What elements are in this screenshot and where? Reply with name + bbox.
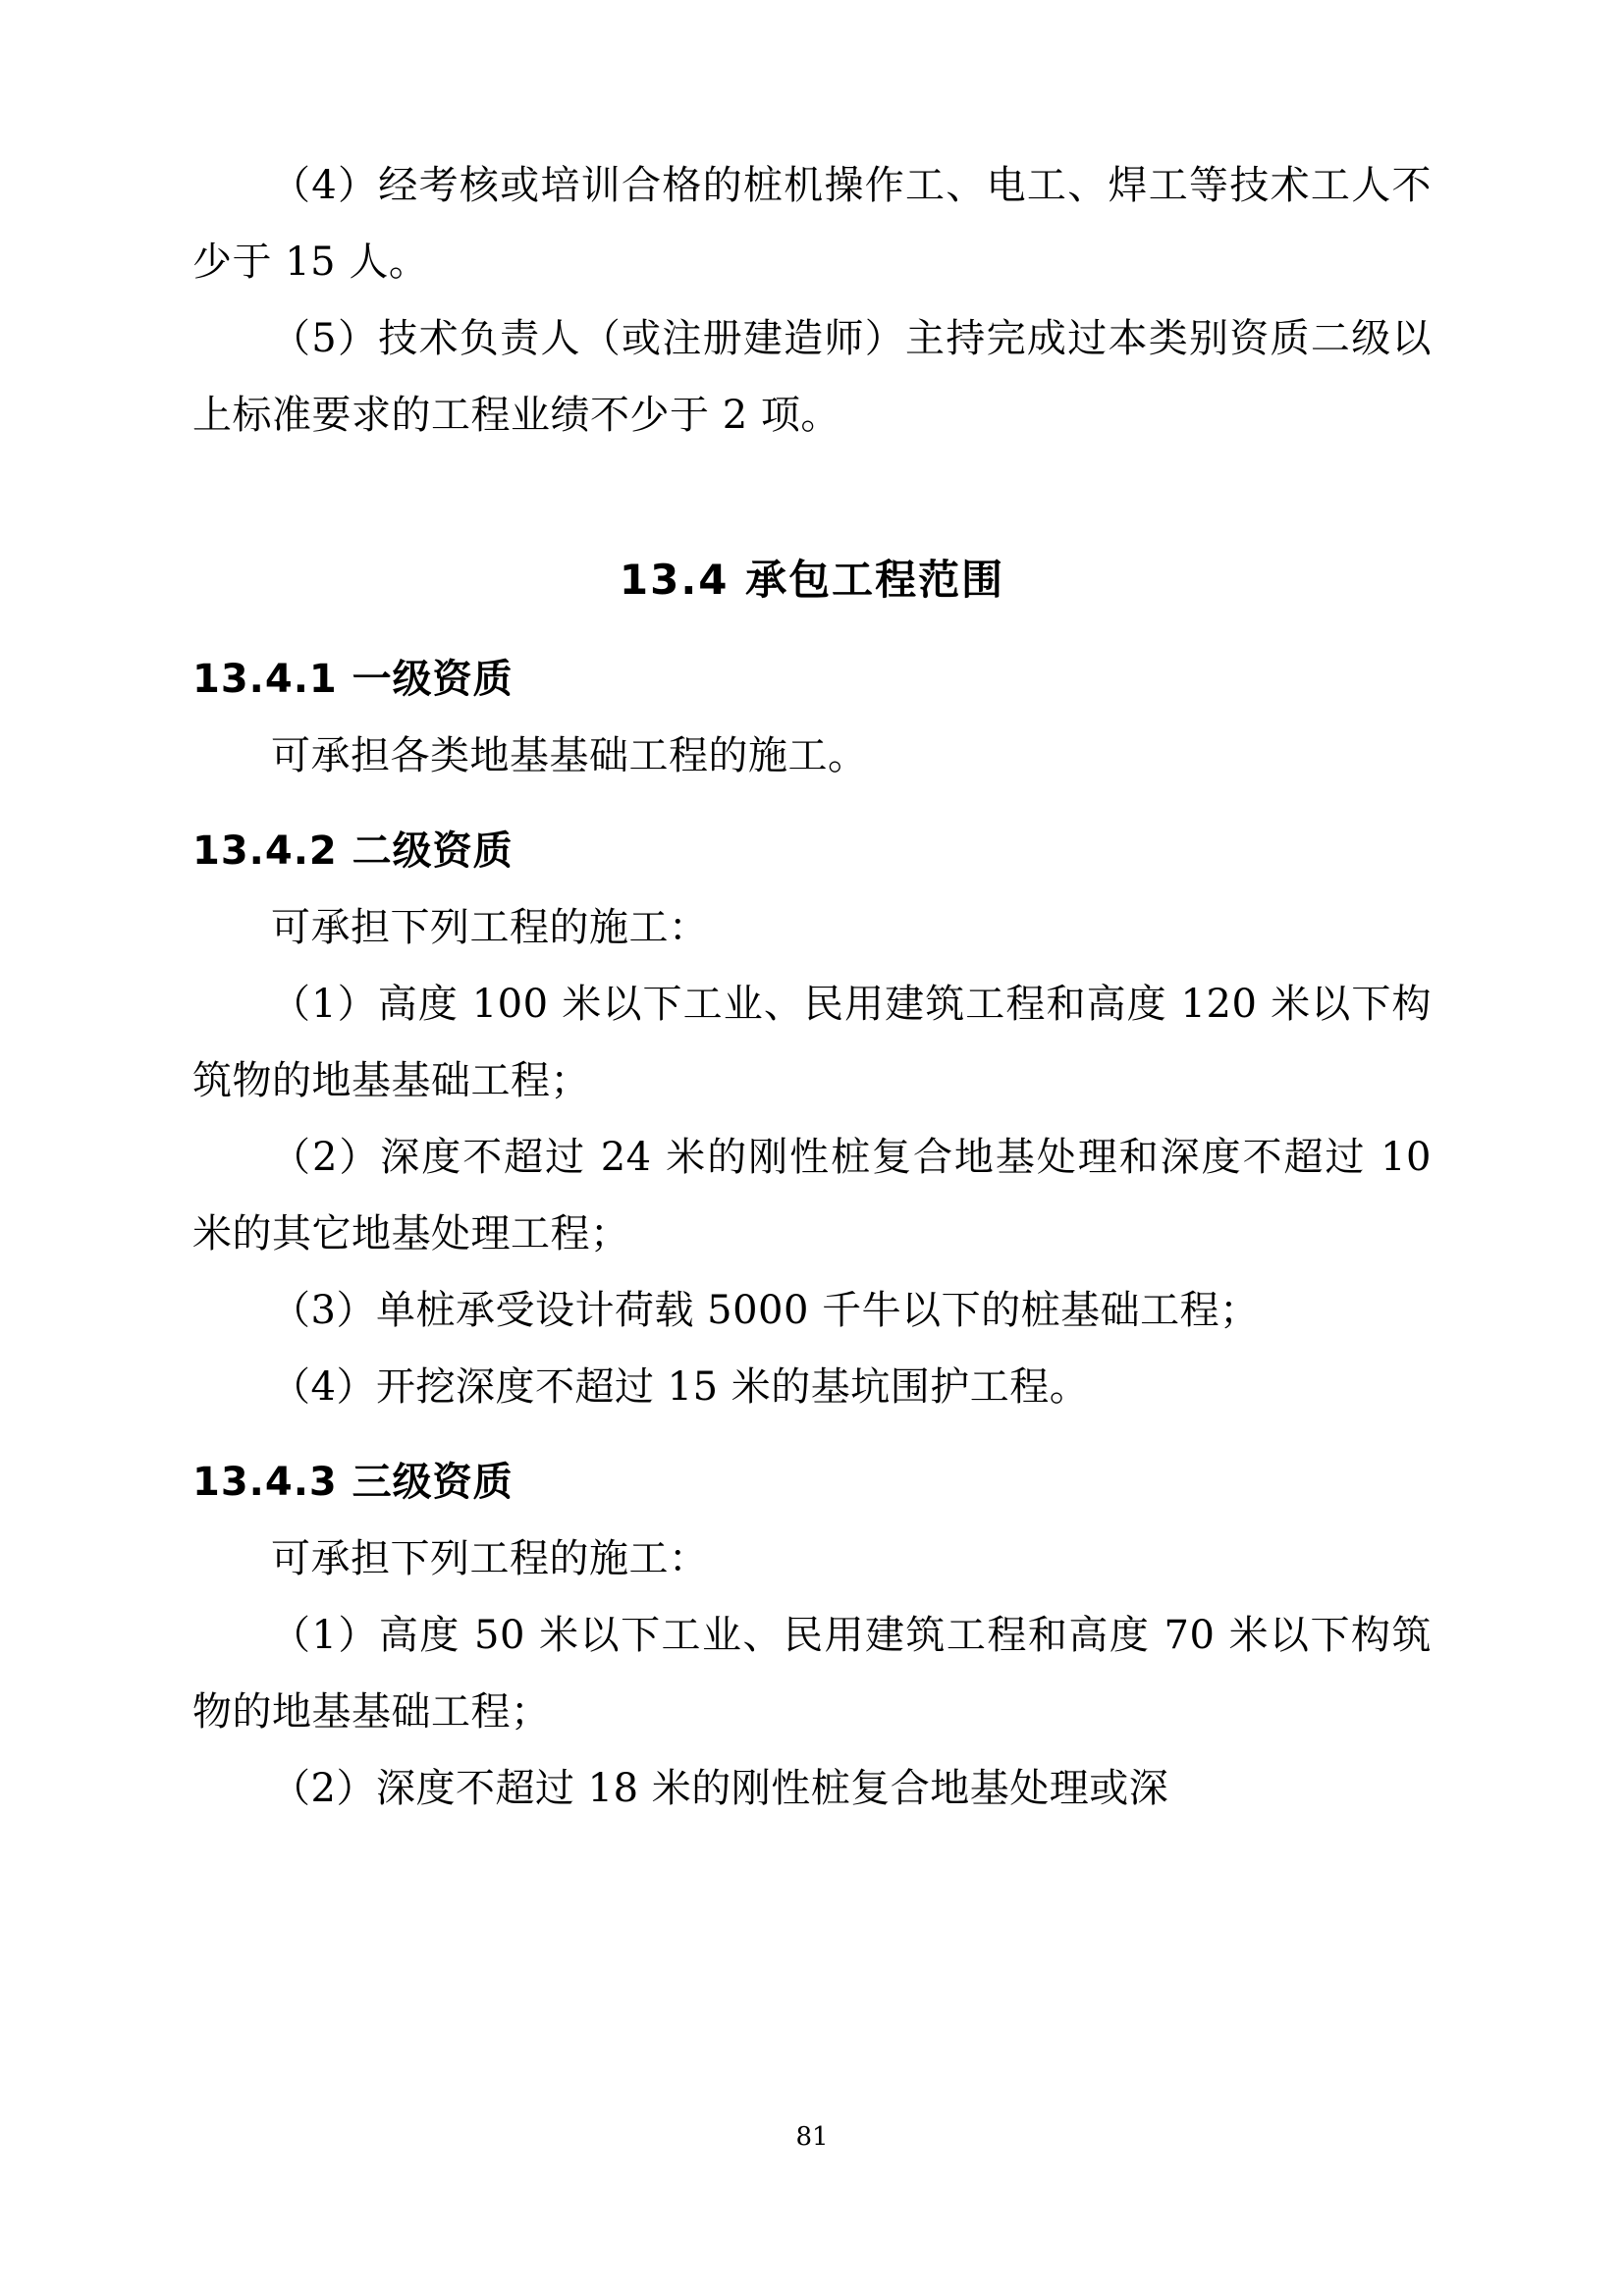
paragraph-level-3-item-2: （2）深度不超过 18 米的刚性桩复合地基处理或深 xyxy=(271,1766,1169,1811)
paragraph-level-2-item-1: （1）高度 100 米以下工业、民用建筑工程和高度 120 米以下构筑物的地基基础工程； xyxy=(192,982,1432,1103)
paragraph-level-2-item-4: （4）开挖深度不超过 15 米的基坑围护工程。 xyxy=(271,1364,1090,1410)
paragraph-level-1-scope: 可承担各类地基基础工程的施工。 xyxy=(271,733,868,778)
spacer xyxy=(192,794,1432,820)
subsection-heading-13-4-3: 13.4.3 三级资质 xyxy=(192,1460,514,1505)
spacer xyxy=(192,876,1432,889)
section-heading-13-4: 13.4 承包工程范围 xyxy=(619,556,1005,604)
paragraph-level-3-intro: 可承担下列工程的施工： xyxy=(271,1536,709,1581)
paragraph-requirement-4: （4）经考核或培训合格的桩机操作工、电工、焊工等技术工人不少于 15 人。 xyxy=(192,163,1432,285)
spacer xyxy=(192,607,1432,648)
paragraph-requirement-5: （5）技术负责人（或注册建造师）主持完成过本类别资质二级以上标准要求的工程业绩不少于 2 项。 xyxy=(192,316,1432,438)
page-content xyxy=(192,147,1432,1827)
spacer xyxy=(192,1507,1432,1521)
spacer xyxy=(192,1425,1432,1451)
paragraph-level-2-intro: 可承担下列工程的施工： xyxy=(271,905,709,950)
spacer xyxy=(192,454,1432,548)
subsection-heading-13-4-2: 13.4.2 二级资质 xyxy=(192,828,514,874)
spacer xyxy=(192,704,1432,718)
subsection-heading-13-4-1: 13.4.1 一级资质 xyxy=(192,657,514,702)
paragraph-level-3-item-1: （1）高度 50 米以下工业、民用建筑工程和高度 70 米以下构筑物的地基基础工程； xyxy=(192,1613,1432,1735)
paragraph-level-2-item-3: （3）单桩承受设计荷载 5000 千牛以下的桩基础工程； xyxy=(271,1288,1260,1333)
page-number: 81 xyxy=(795,2122,829,2152)
paragraph-level-2-item-2: （2）深度不超过 24 米的刚性桩复合地基处理和深度不超过 10 米的其它地基处理工程； xyxy=(192,1135,1432,1256)
